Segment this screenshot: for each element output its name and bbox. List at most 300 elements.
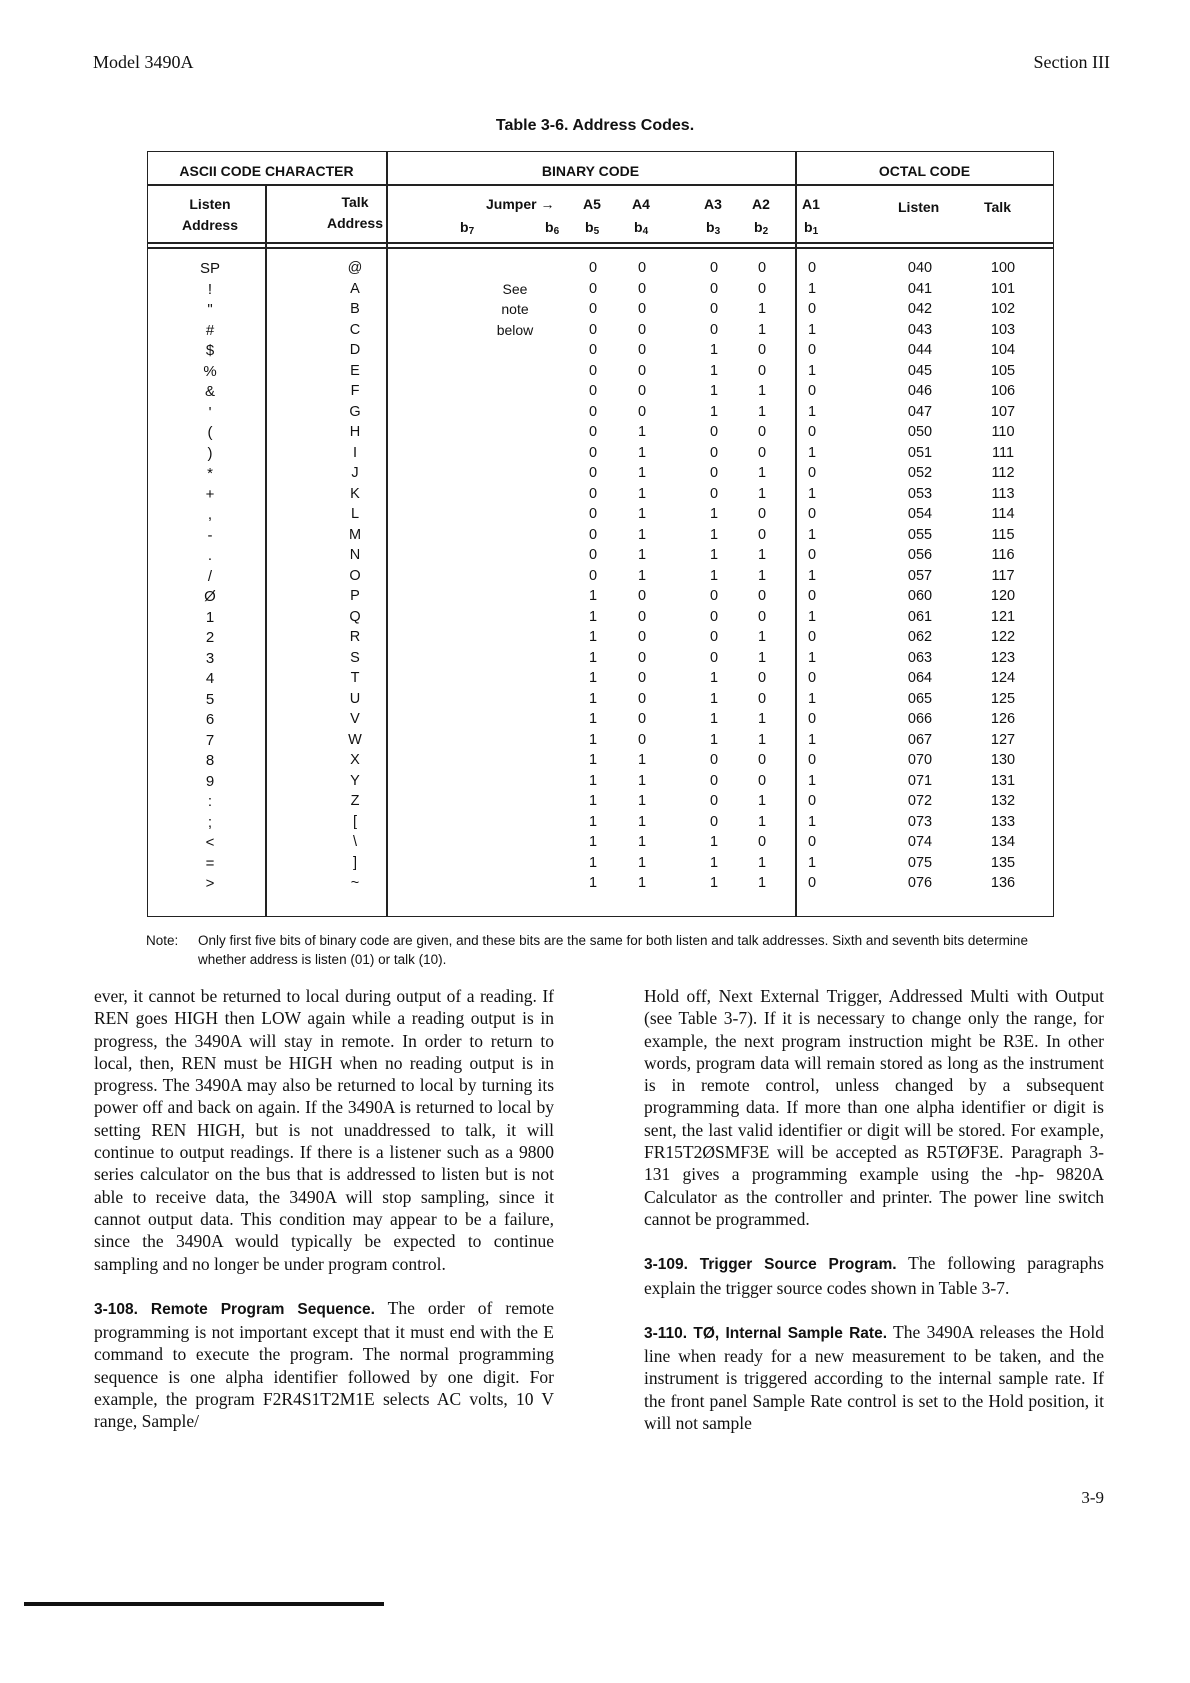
bit-a1-cell: 0 bbox=[807, 588, 817, 604]
octal-talk-cell: 107 bbox=[990, 403, 1016, 420]
bit-a4-cell: 0 bbox=[637, 403, 647, 420]
octal-listen-cell: 055 bbox=[907, 526, 933, 543]
table-row bbox=[0, 363, 1190, 384]
bit-a3-cell: 1 bbox=[709, 383, 719, 399]
bit-a4-cell: 0 bbox=[637, 362, 647, 379]
jumper-note-cell: below bbox=[496, 321, 534, 338]
bit-a3-cell: 1 bbox=[709, 342, 719, 358]
octal-talk-cell: 122 bbox=[990, 629, 1016, 645]
body-column-right bbox=[644, 985, 1104, 1456]
octal-group-header: OCTAL CODE bbox=[878, 163, 971, 179]
bit-a5-cell: 1 bbox=[588, 752, 598, 768]
bit-a4-cell: 1 bbox=[637, 485, 647, 502]
bit-a4-cell: 0 bbox=[637, 321, 647, 338]
table-title: Table 3-6. Address Codes. bbox=[495, 117, 695, 134]
bit-a5-cell: 0 bbox=[588, 301, 598, 317]
bit-a1-cell: 0 bbox=[807, 506, 817, 522]
octal-listen-cell: 043 bbox=[907, 321, 933, 338]
octal-talk-cell: 111 bbox=[991, 444, 1015, 461]
table-row bbox=[0, 875, 1190, 896]
talk-address-cell: M bbox=[348, 526, 362, 543]
note-text: Only first five bits of binary code are given, and these bits are the same for both listen and talk addresses. Sixth and seventh bits determine whether address is listen (01) or talk (10). bbox=[198, 933, 1028, 967]
octal-listen-cell: 056 bbox=[907, 547, 933, 563]
bit-a2-cell: 0 bbox=[757, 444, 767, 461]
listen-address-cell: ' bbox=[208, 403, 212, 421]
bit-a2-cell: 1 bbox=[757, 711, 767, 727]
table-row bbox=[0, 486, 1190, 507]
listen-address-cell: 9 bbox=[205, 772, 215, 790]
table-row bbox=[0, 588, 1190, 609]
octal-talk-cell: 102 bbox=[990, 301, 1016, 317]
bit-a3-cell: 1 bbox=[709, 834, 719, 850]
a5-header: A5 bbox=[583, 196, 601, 212]
octal-listen-cell: 063 bbox=[907, 649, 933, 666]
talk-address-cell: ~ bbox=[350, 875, 360, 891]
octal-listen-cell: 075 bbox=[907, 854, 933, 871]
bit-a5-cell: 1 bbox=[588, 854, 598, 871]
table-row bbox=[0, 281, 1190, 302]
bit-a1-cell: 0 bbox=[807, 424, 817, 440]
octal-listen-cell: 064 bbox=[907, 670, 933, 686]
a2-header: A2 bbox=[752, 196, 770, 212]
bit-a2-cell: 1 bbox=[757, 813, 767, 830]
bit-a4-cell: 1 bbox=[637, 526, 647, 543]
octal-talk-cell: 126 bbox=[990, 711, 1016, 727]
bit-a3-cell: 1 bbox=[709, 526, 719, 543]
bit-a2-cell: 0 bbox=[757, 834, 767, 850]
listen-address-cell: 5 bbox=[205, 690, 215, 708]
bit-a2-cell: 0 bbox=[757, 280, 767, 297]
note-label: Note: bbox=[146, 933, 179, 948]
octal-listen-cell: 070 bbox=[907, 752, 933, 768]
body-column-left bbox=[94, 985, 554, 1455]
bit-a1-cell: 0 bbox=[807, 383, 817, 399]
bit-a4-cell: 1 bbox=[637, 444, 647, 461]
bit-a4-cell: 1 bbox=[637, 465, 647, 481]
octal-talk-cell: 103 bbox=[990, 321, 1016, 338]
bit-a4-cell: 0 bbox=[637, 649, 647, 666]
octal-listen-cell: 041 bbox=[907, 280, 933, 297]
bit-a2-cell: 0 bbox=[757, 772, 767, 789]
b1-letter: b bbox=[804, 219, 813, 235]
listen-address-cell: " bbox=[207, 301, 213, 318]
bit-a3-cell: 0 bbox=[709, 465, 719, 481]
bit-a3-cell: 0 bbox=[709, 301, 719, 317]
bit-a3-cell: 1 bbox=[709, 547, 719, 563]
talk-address-cell: S bbox=[350, 649, 360, 666]
bit-a3-cell: 1 bbox=[709, 362, 719, 379]
bit-a2-cell: 1 bbox=[757, 547, 767, 563]
bit-a4-cell: 1 bbox=[637, 834, 647, 850]
b5-header bbox=[585, 219, 599, 237]
bit-a1-cell: 1 bbox=[807, 526, 817, 543]
table-divider bbox=[147, 242, 1054, 244]
octal-talk-cell: 117 bbox=[991, 567, 1015, 584]
octal-listen-cell: 060 bbox=[907, 588, 933, 604]
bit-a3-cell: 1 bbox=[709, 875, 719, 891]
bit-a3-cell: 0 bbox=[709, 444, 719, 461]
bit-a4-cell: 0 bbox=[637, 260, 647, 276]
bit-a5-cell: 1 bbox=[588, 875, 598, 891]
talk-address-cell: Y bbox=[350, 772, 360, 789]
bit-a2-cell: 0 bbox=[757, 608, 767, 625]
section-heading: 3-108. Remote Program Sequence. bbox=[94, 1300, 375, 1318]
bit-a5-cell: 1 bbox=[588, 629, 598, 645]
listen-address-cell: > bbox=[205, 875, 215, 892]
talk-address-cell: E bbox=[350, 362, 360, 379]
paragraph-text: The 3490A releases the Hold line when ready for a new measurement to be taken, and the instrument is triggered according to the internal sample rate. If the front panel Sample Rate control is set to the Hold position, it will not sample bbox=[644, 1321, 1105, 1434]
bit-a3-cell: 0 bbox=[709, 793, 719, 809]
bit-a5-cell: 1 bbox=[588, 772, 598, 789]
octal-talk-cell: 100 bbox=[990, 260, 1016, 276]
listen-address-cell: ) bbox=[207, 444, 213, 462]
bit-a2-cell: 1 bbox=[757, 793, 767, 809]
talk-address-cell: I bbox=[352, 444, 358, 461]
bit-a2-cell: 1 bbox=[757, 403, 767, 420]
bit-a3-cell: 1 bbox=[709, 670, 719, 686]
table-row bbox=[0, 814, 1190, 835]
bit-a3-cell: 0 bbox=[709, 772, 719, 789]
listen-address-cell: , bbox=[207, 506, 213, 523]
bit-a1-cell: 0 bbox=[807, 670, 817, 686]
listen-address-cell: < bbox=[205, 834, 215, 851]
listen-address-cell: $ bbox=[205, 342, 215, 359]
talk-address-cell: H bbox=[349, 424, 361, 440]
octal-talk-cell: 113 bbox=[991, 485, 1015, 502]
listen-address-cell: % bbox=[203, 362, 217, 380]
table-row bbox=[0, 855, 1190, 876]
bit-a4-cell: 0 bbox=[637, 731, 647, 748]
bit-a2-cell: 0 bbox=[757, 342, 767, 358]
talk-address-cell: A bbox=[350, 280, 360, 297]
table-row bbox=[0, 670, 1190, 691]
table-row bbox=[0, 465, 1190, 486]
octal-talk-cell: 114 bbox=[991, 506, 1015, 522]
bit-a3-cell: 1 bbox=[709, 567, 719, 584]
bit-a4-cell: 0 bbox=[637, 711, 647, 727]
running-header-left: Model 3490A bbox=[93, 52, 194, 72]
bit-a4-cell: 1 bbox=[637, 547, 647, 563]
section-heading: 3-109. Trigger Source Program. bbox=[644, 1256, 897, 1274]
octal-talk-cell: 116 bbox=[991, 547, 1015, 563]
talk-address-cell: \ bbox=[352, 834, 358, 850]
table-row bbox=[0, 834, 1190, 855]
bit-a5-cell: 1 bbox=[588, 813, 598, 830]
bit-a5-cell: 0 bbox=[588, 280, 598, 297]
bit-a2-cell: 1 bbox=[757, 567, 767, 584]
table-row bbox=[0, 260, 1190, 281]
b4-subscript: 4 bbox=[642, 226, 649, 237]
octal-talk-cell: 120 bbox=[990, 588, 1016, 604]
octal-listen-cell: 051 bbox=[907, 444, 933, 461]
bit-a2-cell: 0 bbox=[757, 362, 767, 379]
bit-a1-cell: 0 bbox=[807, 342, 817, 358]
jumper-note-cell: See bbox=[502, 280, 528, 297]
bit-a2-cell: 0 bbox=[757, 752, 767, 768]
bit-a1-cell: 1 bbox=[807, 813, 817, 830]
talk-address-cell: [ bbox=[352, 813, 358, 830]
bit-a4-cell: 0 bbox=[637, 588, 647, 604]
bit-a5-cell: 1 bbox=[588, 731, 598, 748]
octal-listen-cell: 040 bbox=[907, 260, 933, 276]
ascii-group-header: ASCII CODE CHARACTER bbox=[179, 163, 354, 179]
bit-a4-cell: 0 bbox=[637, 280, 647, 297]
table-row bbox=[0, 547, 1190, 568]
bit-a2-cell: 1 bbox=[757, 629, 767, 645]
listen-address-cell: 6 bbox=[205, 711, 215, 728]
octal-listen-cell: 042 bbox=[907, 301, 933, 317]
table-row bbox=[0, 527, 1190, 548]
bit-a2-cell: 0 bbox=[757, 506, 767, 522]
octal-talk-cell: 136 bbox=[990, 875, 1016, 891]
bit-a1-cell: 1 bbox=[807, 567, 817, 584]
bit-a5-cell: 0 bbox=[588, 383, 598, 399]
a4-header: A4 bbox=[632, 196, 650, 212]
bit-a5-cell: 1 bbox=[588, 608, 598, 625]
octal-listen-cell: 044 bbox=[907, 342, 933, 358]
bit-a1-cell: 1 bbox=[807, 690, 817, 707]
table-row bbox=[0, 793, 1190, 814]
talk-address-cell: X bbox=[350, 752, 360, 768]
octal-talk-cell: 104 bbox=[990, 342, 1016, 358]
paragraph bbox=[94, 1297, 554, 1433]
bit-a5-cell: 0 bbox=[588, 465, 598, 481]
octal-talk-cell: 134 bbox=[990, 834, 1016, 850]
bit-a4-cell: 0 bbox=[637, 383, 647, 399]
octal-listen-cell: 071 bbox=[907, 772, 933, 789]
octal-talk-cell: 115 bbox=[991, 526, 1015, 543]
table-row bbox=[0, 732, 1190, 753]
octal-talk-cell: 132 bbox=[990, 793, 1016, 809]
listen-address-header bbox=[160, 194, 260, 236]
bit-a2-cell: 0 bbox=[757, 690, 767, 707]
bit-a4-cell: 1 bbox=[637, 506, 647, 522]
bit-a5-cell: 0 bbox=[588, 260, 598, 276]
b7-subscript: 7 bbox=[468, 226, 475, 237]
octal-listen-cell: 046 bbox=[907, 383, 933, 399]
bit-a3-cell: 1 bbox=[709, 506, 719, 522]
paragraph bbox=[644, 1321, 1104, 1434]
octal-listen-cell: 076 bbox=[907, 875, 933, 891]
listen-address-cell: / bbox=[207, 567, 213, 585]
listen-address-cell: ! bbox=[207, 280, 213, 298]
octal-talk-cell: 121 bbox=[990, 608, 1016, 625]
bit-a5-cell: 0 bbox=[588, 403, 598, 420]
table-row bbox=[0, 383, 1190, 404]
paragraph bbox=[644, 1252, 1104, 1299]
bit-a4-cell: 0 bbox=[637, 301, 647, 317]
table-row bbox=[0, 773, 1190, 794]
bit-a3-cell: 0 bbox=[709, 260, 719, 276]
listen-address-cell: : bbox=[207, 793, 213, 810]
bit-a5-cell: 0 bbox=[588, 321, 598, 338]
bit-a3-cell: 0 bbox=[709, 649, 719, 666]
b2-letter: b bbox=[754, 219, 763, 235]
bit-a5-cell: 1 bbox=[588, 834, 598, 850]
octal-listen-cell: 074 bbox=[907, 834, 933, 850]
bit-a2-cell: 0 bbox=[757, 588, 767, 604]
bit-a4-cell: 1 bbox=[637, 793, 647, 809]
table-row bbox=[0, 506, 1190, 527]
talk-address-cell: U bbox=[349, 690, 361, 707]
bit-a5-cell: 1 bbox=[588, 793, 598, 809]
table-row bbox=[0, 342, 1190, 363]
table-row bbox=[0, 691, 1190, 712]
bit-a1-cell: 1 bbox=[807, 403, 817, 420]
bit-a1-cell: 0 bbox=[807, 301, 817, 317]
jumper-note-cell: note bbox=[501, 301, 529, 317]
bit-a3-cell: 1 bbox=[709, 854, 719, 871]
octal-listen-cell: 065 bbox=[907, 690, 933, 707]
bit-a2-cell: 1 bbox=[757, 465, 767, 481]
footer-rule bbox=[24, 1602, 384, 1606]
b1-subscript: 1 bbox=[812, 226, 819, 237]
section-heading: 3-110. TØ, Internal Sample Rate. bbox=[644, 1324, 888, 1342]
octal-talk-cell: 110 bbox=[991, 424, 1015, 440]
octal-talk-cell: 130 bbox=[990, 752, 1016, 768]
bit-a3-cell: 1 bbox=[709, 690, 719, 707]
bit-a3-cell: 0 bbox=[709, 752, 719, 768]
bit-a2-cell: 1 bbox=[757, 321, 767, 338]
table-row bbox=[0, 609, 1190, 630]
bit-a1-cell: 1 bbox=[807, 280, 817, 297]
octal-talk-cell: 127 bbox=[990, 731, 1016, 748]
octal-talk-cell: 106 bbox=[990, 383, 1016, 399]
octal-talk-cell: 101 bbox=[990, 280, 1016, 297]
b5-subscript: 5 bbox=[593, 226, 600, 237]
bit-a5-cell: 0 bbox=[588, 424, 598, 440]
bit-a2-cell: 1 bbox=[757, 854, 767, 871]
bit-a1-cell: 0 bbox=[807, 547, 817, 563]
paragraph-text: The order of remote programming is not important except that it must end with the E command to execute the program. The normal programming sequence is one alpha identifier followed by one digit. For example, the program F2R4S1T2M1E selects AC volts, 10 V range, Sample/ bbox=[94, 1297, 554, 1432]
table-row bbox=[0, 752, 1190, 773]
table-row bbox=[0, 404, 1190, 425]
bit-a5-cell: 1 bbox=[588, 711, 598, 727]
bit-a5-cell: 1 bbox=[588, 670, 598, 686]
octal-listen-header: Listen bbox=[898, 199, 940, 215]
bit-a4-cell: 0 bbox=[637, 670, 647, 686]
bit-a1-cell: 0 bbox=[807, 629, 817, 645]
octal-listen-cell: 054 bbox=[907, 506, 933, 522]
b2-subscript: 2 bbox=[762, 226, 769, 237]
listen-address-cell: = bbox=[205, 854, 215, 872]
listen-address-header-line2: Address bbox=[181, 217, 239, 233]
octal-talk-header: Talk bbox=[984, 199, 1011, 215]
bit-a4-cell: 0 bbox=[637, 608, 647, 625]
bit-a4-cell: 1 bbox=[637, 772, 647, 789]
octal-talk-cell: 124 bbox=[990, 670, 1016, 686]
bit-a1-cell: 0 bbox=[807, 834, 817, 850]
bit-a4-cell: 1 bbox=[637, 567, 647, 584]
listen-address-cell: 2 bbox=[205, 629, 215, 646]
bit-a1-cell: 1 bbox=[807, 772, 817, 789]
talk-address-cell: B bbox=[350, 301, 360, 317]
table-row bbox=[0, 301, 1190, 322]
bit-a3-cell: 1 bbox=[709, 403, 719, 420]
b6-letter: b bbox=[545, 219, 554, 235]
b4-letter: b bbox=[634, 219, 643, 235]
listen-address-cell: Ø bbox=[204, 588, 216, 605]
octal-talk-cell: 133 bbox=[990, 813, 1016, 830]
bit-a5-cell: 0 bbox=[588, 526, 598, 543]
bit-a3-cell: 0 bbox=[709, 813, 719, 830]
bit-a2-cell: 1 bbox=[757, 383, 767, 399]
listen-address-cell: * bbox=[207, 465, 213, 482]
bit-a5-cell: 0 bbox=[588, 506, 598, 522]
bit-a4-cell: 0 bbox=[637, 342, 647, 358]
octal-listen-cell: 067 bbox=[907, 731, 933, 748]
bit-a2-cell: 1 bbox=[757, 301, 767, 317]
bit-a2-cell: 0 bbox=[757, 670, 767, 686]
bit-a1-cell: 0 bbox=[807, 793, 817, 809]
table-row bbox=[0, 629, 1190, 650]
octal-listen-cell: 050 bbox=[907, 424, 933, 440]
bit-a5-cell: 0 bbox=[588, 444, 598, 461]
bit-a1-cell: 0 bbox=[807, 465, 817, 481]
octal-listen-cell: 066 bbox=[907, 711, 933, 727]
octal-listen-cell: 062 bbox=[907, 629, 933, 645]
talk-address-cell: @ bbox=[347, 260, 363, 276]
table-row bbox=[0, 445, 1190, 466]
bit-a3-cell: 0 bbox=[709, 280, 719, 297]
table-row bbox=[0, 711, 1190, 732]
table-row bbox=[0, 650, 1190, 671]
table-row bbox=[0, 322, 1190, 343]
table-row bbox=[0, 568, 1190, 589]
bit-a3-cell: 0 bbox=[709, 424, 719, 440]
talk-address-cell: T bbox=[350, 670, 360, 686]
talk-address-cell: P bbox=[350, 588, 360, 604]
bit-a3-cell: 1 bbox=[709, 731, 719, 748]
talk-address-cell: O bbox=[349, 567, 361, 584]
bit-a5-cell: 0 bbox=[588, 342, 598, 358]
b4-header bbox=[634, 219, 648, 237]
bit-a2-cell: 0 bbox=[757, 260, 767, 276]
bit-a1-cell: 1 bbox=[807, 321, 817, 338]
octal-talk-cell: 105 bbox=[990, 362, 1016, 379]
listen-address-cell: 3 bbox=[205, 649, 215, 667]
talk-address-header-line1: Talk bbox=[341, 194, 369, 210]
listen-address-cell: SP bbox=[199, 260, 220, 277]
bit-a4-cell: 1 bbox=[637, 813, 647, 830]
bit-a1-cell: 0 bbox=[807, 260, 817, 276]
octal-talk-cell: 112 bbox=[991, 465, 1015, 481]
bit-a3-cell: 1 bbox=[709, 711, 719, 727]
talk-address-header-line2: Address bbox=[326, 215, 384, 231]
talk-address-cell: G bbox=[349, 403, 361, 420]
bit-a1-cell: 1 bbox=[807, 608, 817, 625]
listen-address-header-line1: Listen bbox=[189, 196, 231, 212]
bit-a4-cell: 0 bbox=[637, 690, 647, 707]
bit-a3-cell: 0 bbox=[709, 588, 719, 604]
talk-address-cell: W bbox=[348, 731, 362, 748]
octal-listen-cell: 047 bbox=[907, 403, 933, 420]
bit-a5-cell: 0 bbox=[588, 362, 598, 379]
talk-address-cell: Q bbox=[349, 608, 361, 625]
bit-a1-cell: 1 bbox=[807, 485, 817, 502]
octal-listen-cell: 057 bbox=[907, 567, 933, 584]
listen-address-cell: 8 bbox=[205, 752, 215, 769]
table-body bbox=[0, 260, 1190, 896]
octal-listen-cell: 072 bbox=[907, 793, 933, 809]
talk-address-cell: K bbox=[350, 485, 360, 502]
talk-address-cell: J bbox=[351, 465, 359, 481]
bit-a4-cell: 1 bbox=[637, 854, 647, 871]
talk-address-header bbox=[305, 192, 405, 234]
talk-address-cell: C bbox=[349, 321, 361, 338]
octal-listen-cell: 053 bbox=[907, 485, 933, 502]
b3-letter: b bbox=[706, 219, 715, 235]
